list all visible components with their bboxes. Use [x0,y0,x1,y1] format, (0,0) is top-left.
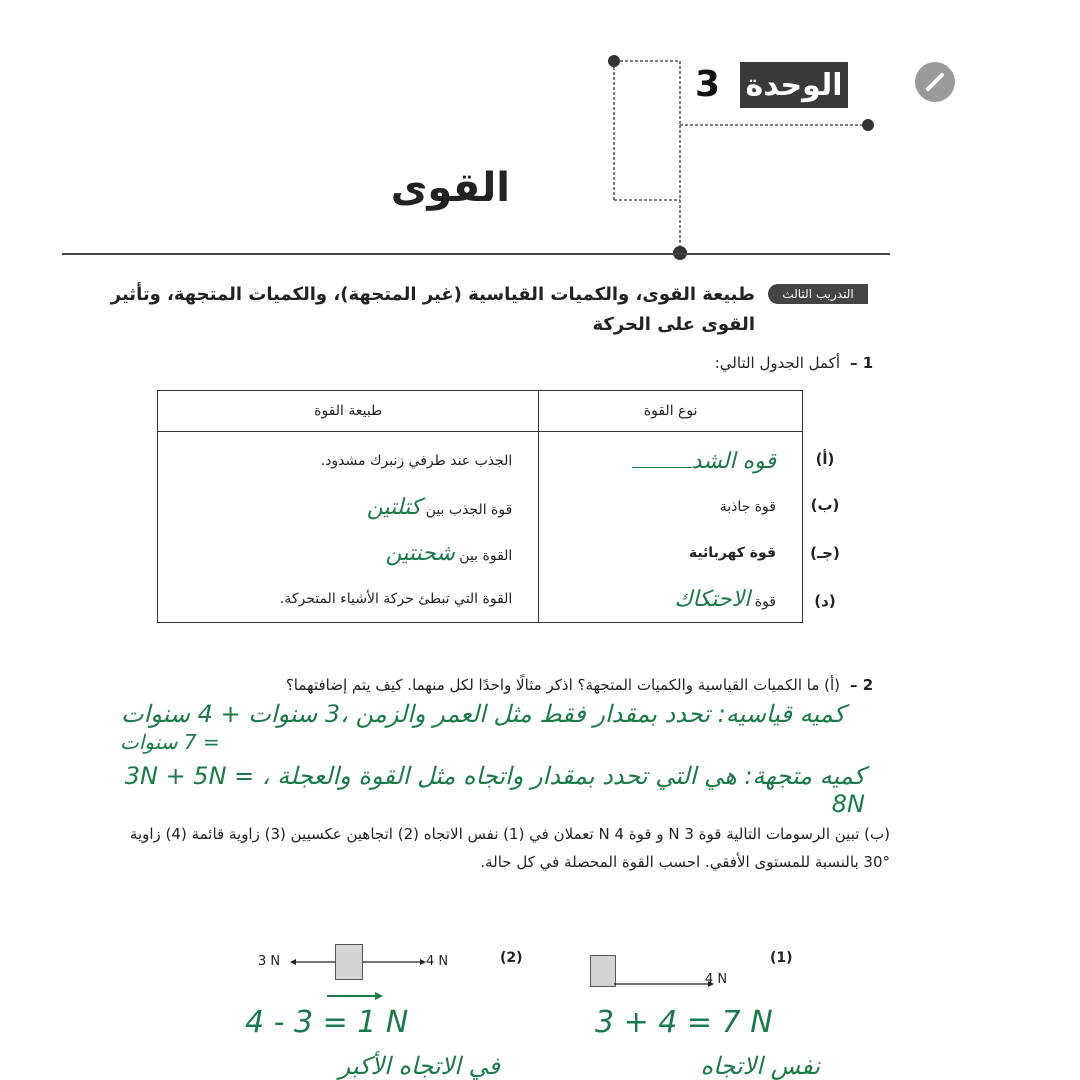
answer-line-1: كميه قياسيه: تحدد بمقدار فقط مثل العمر والزمن ،3 سنوات + 4 سنوات [120,700,845,728]
cell-nature: القوة بين [459,547,513,564]
row-letter: (د) [814,592,836,610]
cell-nature: قوة الجذب بين [425,501,513,518]
diagram2-left-force: 3 N [258,954,281,969]
answer-line-2: = 7 سنوات [120,730,220,754]
table-row [158,432,803,485]
answer-handwritten: شحنتين [385,540,455,566]
cell-type: قوة [754,593,776,610]
row-letter: (أ) [815,450,835,468]
diagram1-calc: 3 + 4 = 7 N [595,1005,773,1040]
answer-handwritten: كتلتين [366,494,422,520]
unit-label: الوحدة [740,62,848,108]
header-rule [62,253,890,255]
question1-prompt: أكمل الجدول التالي: [714,354,840,372]
table-row [158,576,803,623]
diagram1-block [590,955,616,987]
answer-blank [632,467,692,468]
cell-type: قوة كهربائية [539,530,803,576]
table-header-type: نوع القوة [539,391,803,432]
row-letter: (جـ) [810,544,840,562]
answer-handwritten: الاحتكاك [674,586,751,612]
cell-type: قوة جاذبة [539,484,803,530]
question2-number: 2 – [850,676,874,694]
diagram2-right-force: 4 N [426,954,449,969]
question2-part-a: (أ) ما الكميات القياسية والكميات المتجهة؟ اذكر مثالًا واحدًا لكل منهما. كيف يتم إضافتهما؟ [285,676,840,694]
cell-nature: القوة التي تبطئ حركة الأشياء المتحركة. [158,576,539,623]
diagram2-result-arrow [325,988,385,1004]
question2-part-b: (ب) تبين الرسومات التالية قوة N 3 و قوة N 4 تعملان في (1) نفس الاتجاه (2) اتجاهين عكسيين (3) زاوية قائمة (4) زاوية °30 بالنسبة للمستوى الأفقي. احسب القوة المحصلة في كل حالة. [129,825,890,871]
diagram2-note: في الاتجاه الأكبر [338,1052,500,1080]
lesson-title: طبيعة القوى، والكميات القياسية (غير المتجهة)، والكميات المتجهة، وتأثير القوى على الحركة [110,284,755,335]
answer-handwritten: قوه الشد [691,448,776,474]
answer-line-3: كميه متجهة: هي التي تحدد بمقدار واتجاه مثل القوة والعجلة ، 3N + 5N = 8N [124,762,865,818]
table-row [158,530,803,576]
diagram2-label: (2) [500,950,523,966]
row-letter: (ب) [810,496,840,514]
diagram2-block [335,944,363,980]
table-header-nature: طبيعة القوة [158,391,539,432]
cell-nature: الجذب عند طرفي زنبرك مشدود. [158,432,539,485]
forces-table [157,390,803,623]
page-title: القوى [390,165,510,211]
diagram1-label: (1) [770,950,793,966]
pencil-icon[interactable] [915,62,955,102]
diagram2-calc: 4 - 3 = 1 N [245,1005,409,1040]
diagram1-note: نفس الاتجاه [700,1052,820,1080]
unit-number: 3 [695,64,721,105]
lesson-badge: التدريب الثالث [768,284,868,304]
question1-number: 1 – [850,354,874,372]
diagram1-force: 4 N [705,972,728,987]
table-row [158,484,803,530]
